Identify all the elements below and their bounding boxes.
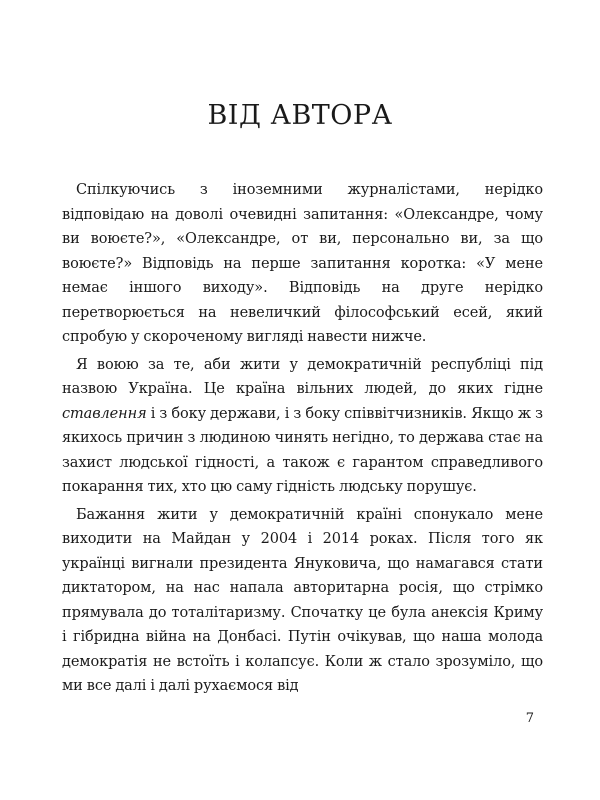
paragraph-2-emphasis: ставлення [62,405,147,422]
paragraph-1-text: Спілкуючись з іноземними журналістами, нерідко відповідаю на доволі очевидні запитання: «Олександре, чому ви воюєте?», «Олександре, от ви, персонально ви, за що воюєте?» Відповідь на перше запитання коротка: «У мене немає іншого виходу». Відповідь на друге нерідко перетворюється на невеличкий філософський есей, який спробую у скороченому вигляді навести нижче. [62,182,543,345]
paragraph-2-text-a: Я воюю за те, аби жити у демократичній республіці під назвою Україна. Це країна вільних людей, до яких гідне [62,356,543,397]
page-number: 7 [525,711,534,726]
paragraph-3-text: Бажання жити у демократичній країні спонукало мене виходити на Майдан у 2004 і 2014 роках. Після того як українці вигнали президента Януковича, що намагався стати диктатором, на нас напала авторитарна росія, що стрімко прямувала до тоталітаризму. Спочатку це була анексія Криму і гібридна війна на Донбасі. Путін очікував, що наша молода демократія не встоїть і колапсує. Коли ж стало зрозуміло, що ми все далі і далі рухаємося від [62,506,543,694]
paragraph-2 [62,353,543,500]
paragraph-3 [62,503,543,699]
chapter-title: ВІД АВТОРА [207,100,393,131]
body-text [62,178,543,699]
paragraph-2-text-b: і з боку держави, і з боку співвітчизників. Якщо ж з якихось причин з людиною чинять негідно, то держава стає на захист людської гідності, а також є гарантом справедливого покарання тих, хто цю саму гідність людську порушує. [62,405,543,495]
paragraph-1 [62,178,543,350]
